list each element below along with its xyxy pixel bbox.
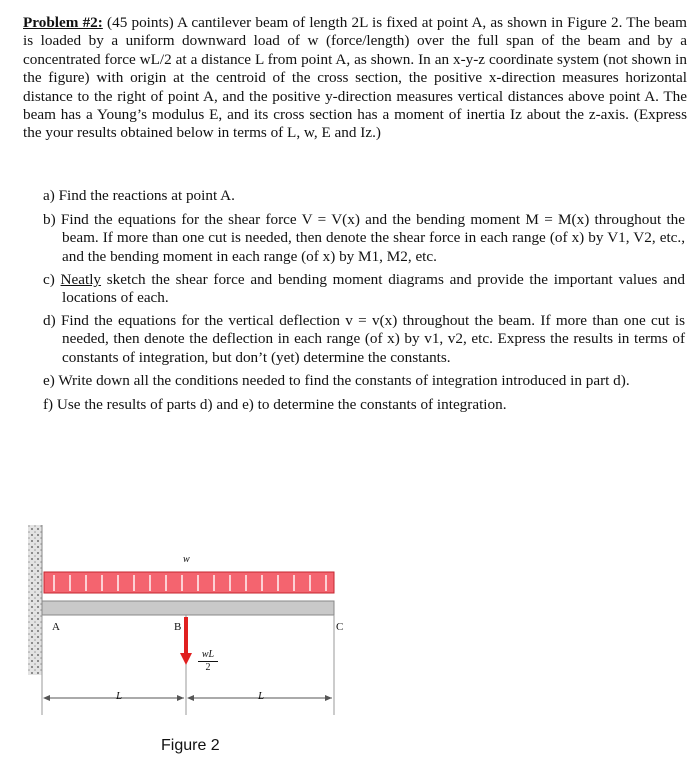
question-a: a) Find the reactions at point A. (43, 187, 235, 204)
question-c-text: sketch the shear force and bending moment diagrams and provide the important values and locations of each. (62, 270, 685, 307)
length-label-right: L (258, 690, 265, 702)
fixed-wall (28, 525, 42, 675)
force-denominator: 2 (205, 662, 211, 673)
point-c-label: C (336, 621, 344, 633)
problem-statement (23, 14, 687, 143)
question-d: d) Find the equations for the vertical deflection v = v(x) throughout the beam. If more than one cut is needed, then denote the deflection in each range (of x) by v1, v2, etc. Express the results in terms of constants of integration, but don’t (yet) determine the constants. (43, 312, 685, 366)
distributed-load (44, 572, 334, 593)
beam-diagram (0, 515, 696, 759)
load-block (44, 572, 334, 593)
beam (42, 601, 334, 615)
question-c (43, 271, 685, 307)
beam-figure (0, 515, 696, 759)
force-numerator: wL (201, 649, 215, 660)
point-a-label: A (52, 621, 60, 633)
problem-title: Problem #2: (23, 14, 103, 31)
problem-text: (45 points) A cantilever beam of length 2L is fixed at point A, as shown in Figure 2. The beam is loaded by a uniform downward load of w (force/length) over the full span of the beam and by a concentrated force wL/2 at a distance L from point A, as shown. In an x-y-z coordinate system (not shown in the figure) with origin at the centroid of the cross section, the positive x-direction measures horizontal distance to the right of point A, and the positive y-direction measures vertical distances above point A. The beam has a Young’s modulus E, and its cross section has a moment of inertia Iz about the z-axis. (Express the your results obtained below in terms of L, w, E and Iz.) (23, 14, 687, 142)
question-e: e) Write down all the conditions needed to find the constants of integration introduced in part d). (43, 371, 630, 389)
figure-caption: Figure 2 (161, 737, 220, 754)
question-list (43, 187, 685, 414)
question-b: b) Find the equations for the shear force V = V(x) and the bending moment M = M(x) throughout the beam. If more than one cut is needed, then denote the shear force in each range (of x) by V1, V2, etc., and the bending moment in each range (of x) by M1, M2, etc. (43, 211, 685, 265)
question-f: f) Use the results of parts d) and e) to determine the constants of integration. (43, 396, 507, 414)
force-label (196, 649, 220, 674)
point-force-arrow (180, 617, 192, 665)
load-label: w (183, 554, 190, 565)
point-b-label: B (174, 621, 182, 633)
question-c-emphasis: Neatly (60, 270, 102, 288)
length-label-left: L (116, 690, 123, 702)
question-c-prefix: c) (43, 270, 61, 288)
